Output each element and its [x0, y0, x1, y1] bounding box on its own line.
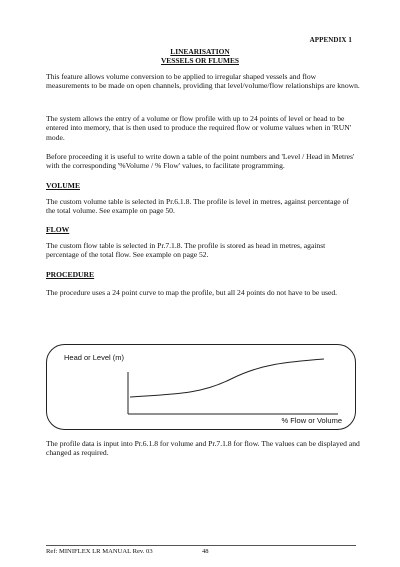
volume-heading: VOLUME: [46, 181, 81, 190]
profile-curve-figure: [46, 344, 356, 430]
title-line-1: LINEARISATION: [170, 47, 230, 56]
flow-heading: FLOW: [46, 225, 70, 234]
page-title: [0, 47, 400, 65]
y-axis-label: Head or Level (m): [64, 353, 125, 362]
intro-paragraph-1: This feature allows volume conversion to be applied to irregular shaped vessels and flow measurements to be made on open channels, providing that level/volume/flow relationships are known.: [46, 72, 360, 91]
page-number: 48: [202, 548, 209, 555]
closing-paragraph: The profile data is input into Pr.6.1.8 for volume and Pr.7.1.8 for flow. The values can be displayed and changed as required.: [46, 439, 360, 458]
intro-paragraph-2: The system allows the entry of a volume or flow profile with up to 24 points of level or head to be entered into memory, that is then used to produce the required flow or volume values when in 'RUN' mode.: [46, 114, 352, 142]
procedure-heading: PROCEDURE: [46, 270, 95, 279]
x-axis-label: % Flow or Volume: [281, 416, 342, 425]
page-footer: [46, 548, 209, 555]
manual-reference: Ref: MINIFLEX LR MANUAL Rev. 03: [46, 548, 153, 555]
procedure-paragraph: The procedure uses a 24 point curve to map the profile, but all 24 points do not have to be used.: [46, 288, 338, 297]
intro-paragraph-3: Before proceeding it is useful to write down a table of the point numbers and 'Level / Head in Metres' with the corresponding '%Volume / % Flow' values, to facilitate programming.: [46, 152, 355, 171]
volume-paragraph: The custom volume table is selected in Pr.6.1.8. The profile is level in metres, against percentage of the total volume. See example on page 50.: [46, 197, 349, 216]
appendix-label: APPENDIX 1: [309, 36, 352, 44]
footer-divider: [46, 545, 356, 546]
profile-curve: [130, 359, 324, 397]
title-line-2: VESSELS OR FLUMES: [160, 56, 240, 65]
flow-paragraph: The custom flow table is selected in Pr.7.1.8. The profile is stored as head in metres, against percentage of the total flow. See example on page 52.: [46, 241, 326, 260]
